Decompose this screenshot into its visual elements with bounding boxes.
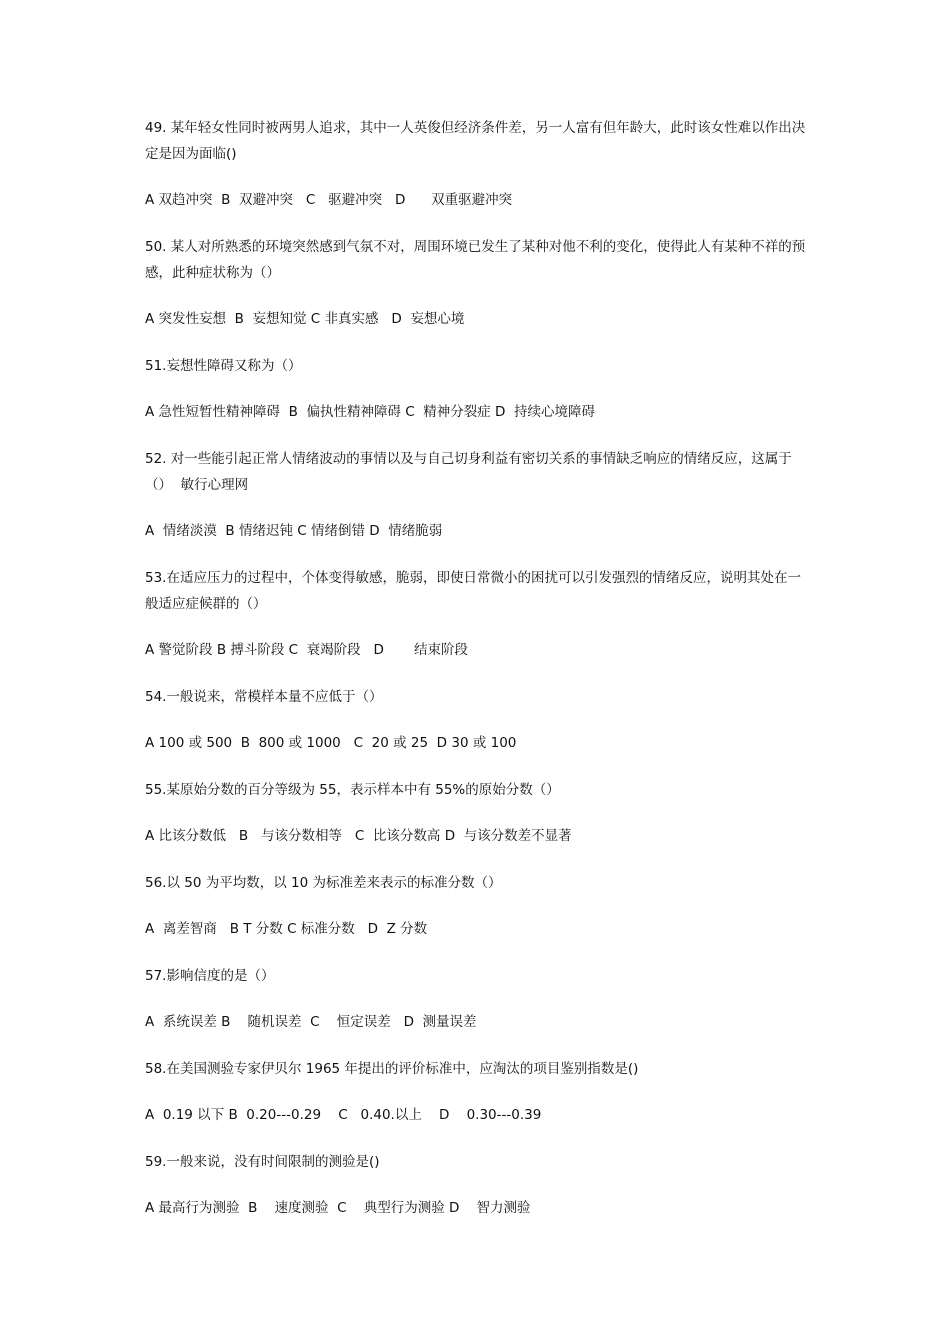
question-item xyxy=(145,234,810,332)
question-text: 50. 某人对所熟悉的环境突然感到气氛不对，周围环境已发生了某种对他不利的变化，使得此人有某种不祥的预感，此种症状称为（） xyxy=(145,239,806,281)
question-options: A 警觉阶段 B 搏斗阶段 C 衰竭阶段 D 结束阶段 xyxy=(145,642,468,658)
question-options: A 系统误差 B 随机误差 C 恒定误差 D 测量误差 xyxy=(145,1014,477,1030)
question-options: A 情绪淡漠 B 情绪迟钝 C 情绪倒错 D 情绪脆弱 xyxy=(145,523,443,539)
question-item xyxy=(145,1056,810,1128)
question-text: 49. 某年轻女性同时被两男人追求，其中一人英俊但经济条件差，另一人富有但年龄大，此时该女性难以作出决定是因为面临() xyxy=(145,120,806,162)
question-item xyxy=(145,565,810,663)
question-options: A 100 或 500 B 800 或 1000 C 20 或 25 D 30 或 100 xyxy=(145,735,517,751)
question-text: 52. 对一些能引起正常人情绪波动的事情以及与自己切身利益有密切关系的事情缺乏响应的情绪反应，这属于（） 敏行心理网 xyxy=(145,451,792,493)
question-list xyxy=(145,115,810,1242)
question-item xyxy=(145,446,810,544)
question-item xyxy=(145,963,810,1035)
question-text: 51.妄想性障碍又称为（） xyxy=(145,358,302,374)
question-options: A 比该分数低 B 与该分数相等 C 比该分数高 D 与该分数差不显著 xyxy=(145,828,572,844)
question-item xyxy=(145,1149,810,1221)
question-item xyxy=(145,115,810,213)
question-options: A 最高行为测验 B 速度测验 C 典型行为测验 D 智力测验 xyxy=(145,1200,531,1216)
question-options: A 离差智商 B T 分数 C 标准分数 D Z 分数 xyxy=(145,921,428,937)
question-text: 58.在美国测验专家伊贝尔 1965 年提出的评价标准中，应淘汰的项目鉴别指数是() xyxy=(145,1061,639,1077)
question-text: 56.以 50 为平均数，以 10 为标准差来表示的标准分数（） xyxy=(145,875,502,891)
question-options: A 0.19 以下 B 0.20---0.29 C 0.40.以上 D 0.30---0.39 xyxy=(145,1107,542,1123)
question-item xyxy=(145,777,810,849)
question-text: 53.在适应压力的过程中，个体变得敏感，脆弱，即使日常微小的困扰可以引发强烈的情绪反应，说明其处在一般适应症候群的（） xyxy=(145,570,801,612)
question-text: 59.一般来说，没有时间限制的测验是() xyxy=(145,1154,380,1170)
question-item xyxy=(145,684,810,756)
question-options: A 突发性妄想 B 妄想知觉 C 非真实感 D 妄想心境 xyxy=(145,311,465,327)
question-item xyxy=(145,353,810,425)
question-item xyxy=(145,870,810,942)
question-text: 55.某原始分数的百分等级为 55，表示样本中有 55%的原始分数（） xyxy=(145,782,560,798)
question-options: A 双趋冲突 B 双避冲突 C 驱避冲突 D 双重驱避冲突 xyxy=(145,192,513,208)
question-options: A 急性短暂性精神障碍 B 偏执性精神障碍 C 精神分裂症 D 持续心境障碍 xyxy=(145,404,596,420)
question-text: 57.影响信度的是（） xyxy=(145,968,275,984)
question-text: 54.一般说来，常模样本量不应低于（） xyxy=(145,689,383,705)
